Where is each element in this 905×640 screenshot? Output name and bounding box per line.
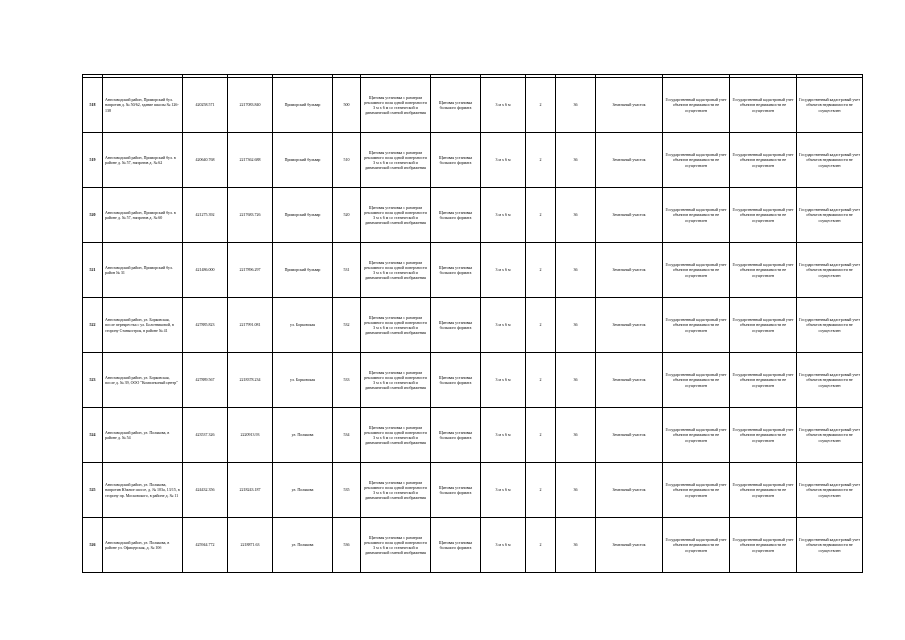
land-cell: Земельный участок — [596, 78, 663, 133]
size-cell: 3 м x 6 м — [481, 353, 526, 408]
coord-x-cell: 423537.326 — [183, 408, 228, 463]
code-cell: 533 — [333, 353, 361, 408]
type-cell: Щитовая установка большого формата — [431, 518, 481, 573]
coord-y-cell: 2217683.726 — [228, 188, 273, 243]
code-cell: 510 — [333, 133, 361, 188]
owner-cell-3: Государственный кадастровый учет объектов недвижимости не осуществлен — [797, 243, 863, 298]
coord-x-cell: 424432.356 — [183, 463, 228, 518]
owner-cell-2: Государственный кадастровый учет объектов недвижимости не осуществлен — [730, 133, 797, 188]
coord-x-cell: 420640.768 — [183, 133, 228, 188]
location-cell: Автозаводский район, ул. Полякова, в районе д. № 54 — [103, 408, 183, 463]
description-cell: Щитовая установка с размером рекламного поля одной поверхности 3 м x 6 м со статической и динамической сменой изображения — [361, 408, 431, 463]
land-cell: Земельный участок — [596, 298, 663, 353]
table-row — [83, 243, 863, 298]
owner-cell-3: Государственный кадастровый учет объектов недвижимости не осуществлен — [797, 298, 863, 353]
description-cell: Щитовая установка с размером рекламного поля одной поверхности 3 м x 6 м со статической и динамической сменой изображения — [361, 243, 431, 298]
coord-x-cell: 427889.567 — [183, 353, 228, 408]
coord-y-cell: 2217896.297 — [228, 243, 273, 298]
sides-cell: 2 — [526, 243, 556, 298]
description-cell: Щитовая установка с размером рекламного поля одной поверхности 3 м x 6 м со статической и динамической сменой изображения — [361, 133, 431, 188]
coord-y-cell: 2217083.840 — [228, 78, 273, 133]
size-cell: 3 м x 6 м — [481, 243, 526, 298]
table-row — [83, 298, 863, 353]
row-number: 522 — [83, 298, 103, 353]
area-cell: 36 — [556, 243, 596, 298]
owner-cell-3: Государственный кадастровый учет объектов недвижимости не осуществлен — [797, 463, 863, 518]
location-cell: Автозаводский район, Приморский бул. в районе д. № 57, напротив д. № 60 — [103, 188, 183, 243]
table-row — [83, 133, 863, 188]
location-cell: Автозаводский район, ул. Борковская, после перекрестка с ул. Болотниковой, в сторону Станкостроя, в районе № 41 — [103, 298, 183, 353]
area-cell: 36 — [556, 298, 596, 353]
coord-y-cell: 2218871.63 — [228, 518, 273, 573]
area-cell: 36 — [556, 353, 596, 408]
sides-cell: 2 — [526, 133, 556, 188]
sides-cell: 2 — [526, 298, 556, 353]
area-cell: 36 — [556, 188, 596, 243]
area-cell: 36 — [556, 518, 596, 573]
location-cell: Автозаводский район, ул. Полякова, в районе ул. Офицерская, д. № 10б — [103, 518, 183, 573]
land-cell: Земельный участок — [596, 408, 663, 463]
owner-cell-3: Государственный кадастровый учет объектов недвижимости не осуществлен — [797, 78, 863, 133]
description-cell: Щитовая установка с размером рекламного поля одной поверхности 3 м x 6 м со статической и динамической сменой изображения — [361, 78, 431, 133]
street-cell: Приморский бульвар — [273, 243, 333, 298]
size-cell: 3 м x 6 м — [481, 78, 526, 133]
land-cell: Земельный участок — [596, 188, 663, 243]
coord-x-cell: 421275.392 — [183, 188, 228, 243]
owner-cell-1: Государственный кадастровый учет объектов недвижимости не осуществлен — [663, 353, 730, 408]
location-cell: Автозаводский район, ул. Полякова, напротив Южное шоссе, д. № 103а, 13/15, в сторону пр. Московского, в районе д. № 11 — [103, 463, 183, 518]
owner-cell-1: Государственный кадастровый учет объектов недвижимости не осуществлен — [663, 243, 730, 298]
land-cell: Земельный участок — [596, 518, 663, 573]
row-number: 521 — [83, 243, 103, 298]
owner-cell-2: Государственный кадастровый учет объектов недвижимости не осуществлен — [730, 353, 797, 408]
land-cell: Земельный участок — [596, 133, 663, 188]
sides-cell: 2 — [526, 353, 556, 408]
size-cell: 3 м x 6 м — [481, 188, 526, 243]
table-row — [83, 78, 863, 133]
sides-cell: 2 — [526, 518, 556, 573]
street-cell: Приморский бульвар — [273, 78, 333, 133]
street-cell: Приморский бульвар — [273, 188, 333, 243]
location-cell: Автозаводский район, ул. Борковская, после д. № 39, ООО "Комплексный центр" — [103, 353, 183, 408]
street-cell: ул. Полякова — [273, 408, 333, 463]
coord-y-cell: 2220913.93 — [228, 408, 273, 463]
owner-cell-2: Государственный кадастровый учет объектов недвижимости не осуществлен — [730, 408, 797, 463]
type-cell: Щитовая установка большого формата — [431, 298, 481, 353]
coord-y-cell: 2218378.234 — [228, 353, 273, 408]
sides-cell: 2 — [526, 78, 556, 133]
area-cell: 36 — [556, 408, 596, 463]
owner-cell-1: Государственный кадастровый учет объектов недвижимости не осуществлен — [663, 78, 730, 133]
table-row — [83, 353, 863, 408]
owner-cell-1: Государственный кадастровый учет объектов недвижимости не осуществлен — [663, 518, 730, 573]
row-number: 525 — [83, 463, 103, 518]
size-cell: 3 м x 6 м — [481, 133, 526, 188]
coord-x-cell: 427885.823 — [183, 298, 228, 353]
coord-y-cell: 2217362.688 — [228, 133, 273, 188]
street-cell: ул. Полякова — [273, 518, 333, 573]
table-body — [83, 75, 863, 573]
table-row — [83, 188, 863, 243]
size-cell: 3 м x 6 м — [481, 518, 526, 573]
owner-cell-1: Государственный кадастровый учет объектов недвижимости не осуществлен — [663, 188, 730, 243]
row-number: 519 — [83, 133, 103, 188]
owner-cell-1: Государственный кадастровый учет объектов недвижимости не осуществлен — [663, 133, 730, 188]
description-cell: Щитовая установка с размером рекламного поля одной поверхности 3 м x 6 м со статической и динамической сменой изображения — [361, 188, 431, 243]
sides-cell: 2 — [526, 188, 556, 243]
code-cell: 520 — [333, 188, 361, 243]
owner-cell-2: Государственный кадастровый учет объектов недвижимости не осуществлен — [730, 188, 797, 243]
description-cell: Щитовая установка с размером рекламного поля одной поверхности 3 м x 6 м со статической и динамической сменой изображения — [361, 353, 431, 408]
description-cell: Щитовая установка с размером рекламного поля одной поверхности 3 м x 6 м со статической и динамической сменой изображения — [361, 518, 431, 573]
area-cell: 36 — [556, 133, 596, 188]
street-cell: ул. Борковская — [273, 298, 333, 353]
street-cell: Приморский бульвар — [273, 133, 333, 188]
coord-x-cell: 425944.772 — [183, 518, 228, 573]
owner-cell-3: Государственный кадастровый учет объектов недвижимости не осуществлен — [797, 518, 863, 573]
type-cell: Щитовая установка большого формата — [431, 408, 481, 463]
sides-cell: 2 — [526, 408, 556, 463]
owner-cell-2: Государственный кадастровый учет объектов недвижимости не осуществлен — [730, 518, 797, 573]
land-cell: Земельный участок — [596, 243, 663, 298]
owner-cell-1: Государственный кадастровый учет объектов недвижимости не осуществлен — [663, 463, 730, 518]
owner-cell-3: Государственный кадастровый учет объектов недвижимости не осуществлен — [797, 408, 863, 463]
description-cell: Щитовая установка с размером рекламного поля одной поверхности 3 м x 6 м со статической и динамической сменой изображения — [361, 463, 431, 518]
code-cell: 500 — [333, 78, 361, 133]
code-cell: 535 — [333, 463, 361, 518]
table-row — [83, 408, 863, 463]
table-row — [83, 463, 863, 518]
street-cell: ул. Полякова — [273, 463, 333, 518]
coord-x-cell: 420258.571 — [183, 78, 228, 133]
owner-cell-1: Государственный кадастровый учет объектов недвижимости не осуществлен — [663, 298, 730, 353]
type-cell: Щитовая установка большого формата — [431, 243, 481, 298]
row-number: 518 — [83, 78, 103, 133]
code-cell: 531 — [333, 243, 361, 298]
row-number: 523 — [83, 353, 103, 408]
owner-cell-3: Государственный кадастровый учет объектов недвижимости не осуществлен — [797, 353, 863, 408]
type-cell: Щитовая установка большого формата — [431, 188, 481, 243]
owner-cell-1: Государственный кадастровый учет объектов недвижимости не осуществлен — [663, 408, 730, 463]
code-cell: 534 — [333, 408, 361, 463]
location-cell: Автозаводский район, Приморский бул. район № 31 — [103, 243, 183, 298]
land-cell: Земельный участок — [596, 353, 663, 408]
owner-cell-2: Государственный кадастровый учет объектов недвижимости не осуществлен — [730, 298, 797, 353]
coord-y-cell: 2217991.081 — [228, 298, 273, 353]
row-number: 524 — [83, 408, 103, 463]
size-cell: 3 м x 6 м — [481, 463, 526, 518]
location-cell: Автозаводский район, Приморский бул. в районе д. № 57, напротив д. № 62 — [103, 133, 183, 188]
land-cell: Земельный участок — [596, 463, 663, 518]
location-cell: Автозаводский район, Приморский бул. напротив д. № 50/62, здание школы № 126-138 — [103, 78, 183, 133]
description-cell: Щитовая установка с размером рекламного поля одной поверхности 3 м x 6 м со статической и динамической сменой изображения — [361, 298, 431, 353]
area-cell: 36 — [556, 463, 596, 518]
row-number: 526 — [83, 518, 103, 573]
coord-x-cell: 421486.000 — [183, 243, 228, 298]
code-cell: 536 — [333, 518, 361, 573]
sides-cell: 2 — [526, 463, 556, 518]
type-cell: Щитовая установка большого формата — [431, 463, 481, 518]
size-cell: 3 м x 6 м — [481, 408, 526, 463]
type-cell: Щитовая установка большого формата — [431, 78, 481, 133]
size-cell: 3 м x 6 м — [481, 298, 526, 353]
row-number: 520 — [83, 188, 103, 243]
owner-cell-2: Государственный кадастровый учет объектов недвижимости не осуществлен — [730, 243, 797, 298]
area-cell: 36 — [556, 78, 596, 133]
code-cell: 532 — [333, 298, 361, 353]
owner-cell-2: Государственный кадастровый учет объектов недвижимости не осуществлен — [730, 463, 797, 518]
advertising-structures-table — [82, 74, 863, 573]
street-cell: ул. Борковская — [273, 353, 333, 408]
type-cell: Щитовая установка большого формата — [431, 353, 481, 408]
table-row — [83, 518, 863, 573]
owner-cell-3: Государственный кадастровый учет объектов недвижимости не осуществлен — [797, 133, 863, 188]
owner-cell-2: Государственный кадастровый учет объектов недвижимости не осуществлен — [730, 78, 797, 133]
type-cell: Щитовая установка большого формата — [431, 133, 481, 188]
coord-y-cell: 2218243.187 — [228, 463, 273, 518]
owner-cell-3: Государственный кадастровый учет объектов недвижимости не осуществлен — [797, 188, 863, 243]
